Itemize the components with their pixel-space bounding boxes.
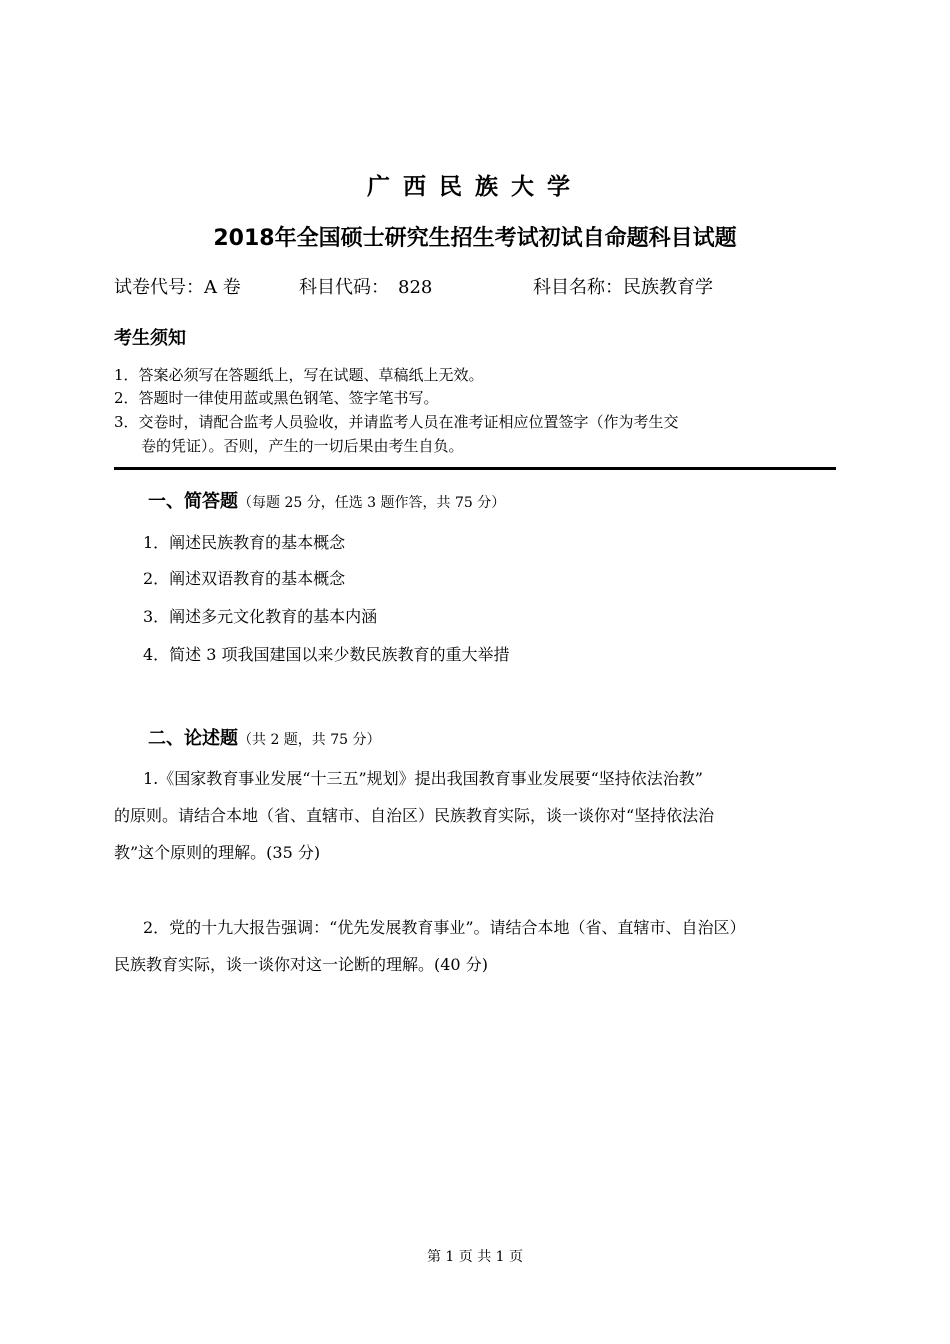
short-question: 2．阐述双语教育的基本概念 xyxy=(143,569,346,588)
paper-code: 试卷代号：A 卷 xyxy=(114,277,241,298)
exam-title: 2018年全国硕士研究生招生考试初试自命题科目试题 xyxy=(213,226,737,251)
notice-item: 3．交卷时，请配合监考人员验收，并请监考人员在准考证相应位置签字（作为考生交 xyxy=(114,413,679,431)
section1-note: （每题 25 分，任选 3 题作答，共 75 分） xyxy=(238,495,506,511)
essay-question-1-line: 教”这个原则的理解。(35 分) xyxy=(114,843,321,862)
subject-name: 科目名称：民族教育学 xyxy=(533,277,713,298)
section1-heading xyxy=(148,489,505,516)
short-question: 1．阐述民族教育的基本概念 xyxy=(143,533,346,552)
section1-title: 一、简答题 xyxy=(148,491,238,512)
section2-note: （共 2 题，共 75 分） xyxy=(238,732,381,748)
notice-title: 考生须知 xyxy=(114,328,186,349)
section2-heading xyxy=(148,726,381,753)
section2-title: 二、论述题 xyxy=(148,728,238,749)
notice-item: 2．答题时一律使用蓝或黑色钢笔、签字笔书写。 xyxy=(114,389,439,407)
divider-line xyxy=(114,467,836,470)
page-number: 第 1 页 共 1 页 xyxy=(426,1249,524,1265)
notice-item: 卷的凭证）。否则，产生的一切后果由考生自负。 xyxy=(141,437,464,455)
essay-question-2-line: 民族教育实际，谈一谈你对这一论断的理解。(40 分) xyxy=(114,955,488,974)
short-question: 4．简述 3 项我国建国以来少数民族教育的重大举措 xyxy=(143,645,510,664)
essay-question-1-line: 1.《国家教育事业发展“十三五”规划》提出我国教育事业发展要“坚持依法治教” xyxy=(143,769,703,788)
university-name: 广西民族大学 xyxy=(367,174,583,200)
subject-code: 科目代码： 828 xyxy=(299,277,433,298)
essay-question-2-line: 2．党的十九大报告强调：“优先发展教育事业”。请结合本地（省、直辖市、自治区） xyxy=(143,918,746,937)
essay-question-1-line: 的原则。请结合本地（省、直辖市、自治区）民族教育实际，谈一谈你对“坚持依法治 xyxy=(114,806,715,825)
short-question: 3．阐述多元文化教育的基本内涵 xyxy=(143,607,378,626)
notice-item: 1．答案必须写在答题纸上，写在试题、草稿纸上无效。 xyxy=(114,366,484,384)
